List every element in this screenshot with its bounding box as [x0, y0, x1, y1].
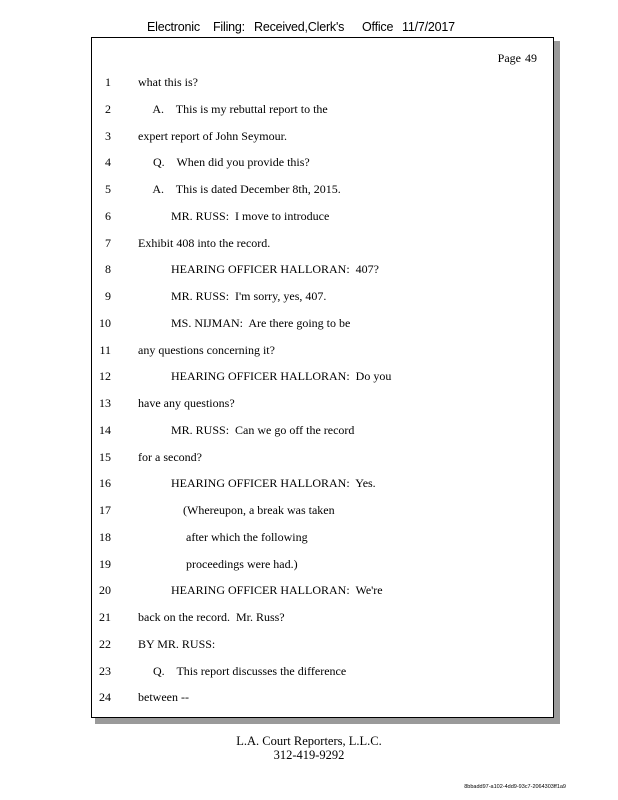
- line-text: proceedings were had.): [138, 556, 298, 571]
- line-number: 21: [99, 610, 111, 624]
- document-id: 8bbadd97-a102-4dd9-93c7-2064303ff1a9: [464, 784, 566, 790]
- line-number: 17: [99, 503, 111, 517]
- line-text: A. This is my rebuttal report to the: [138, 101, 328, 116]
- line-number: 8: [105, 262, 111, 277]
- line-number: 10: [99, 315, 111, 330]
- line-text: after which the following: [138, 529, 308, 544]
- line-number: 19: [99, 556, 111, 571]
- reporter-phone: 312-419-9292: [273, 748, 345, 762]
- line-number: 4: [105, 155, 111, 170]
- line-text: HEARING OFFICER HALLORAN: We're: [138, 583, 383, 598]
- line-text: HEARING OFFICER HALLORAN: Yes.: [138, 476, 376, 491]
- filing-word-filing: Filing:: [213, 20, 245, 34]
- line-text: MS. NIJMAN: Are there going to be: [138, 315, 351, 330]
- line-text: Exhibit 408 into the record.: [138, 235, 271, 250]
- line-text: (Whereupon, a break was taken: [138, 503, 335, 517]
- line-number: 14: [99, 422, 111, 437]
- line-number: 12: [99, 369, 111, 384]
- line-number: 11: [99, 342, 111, 357]
- line-number: 6: [105, 208, 111, 223]
- page-number: [498, 51, 537, 66]
- filing-word-electronic: Electronic: [147, 20, 200, 34]
- filing-date: 11/7/2017: [402, 20, 455, 34]
- line-text: back on the record. Mr. Russ?: [138, 610, 285, 624]
- line-text: between --: [138, 690, 189, 705]
- line-text: MR. RUSS: I'm sorry, yes, 407.: [138, 289, 327, 303]
- page-number-label: Page: [497, 51, 521, 65]
- line-number: 2: [105, 101, 111, 116]
- filing-word-office: Office: [362, 20, 394, 34]
- transcript-page: [91, 37, 554, 718]
- line-number: 18: [99, 529, 111, 544]
- line-text: HEARING OFFICER HALLORAN: Do you: [138, 369, 392, 384]
- reporter-name: L.A. Court Reporters, L.L.C.: [236, 734, 382, 748]
- line-text: what this is?: [138, 75, 198, 89]
- line-number: 16: [99, 476, 111, 491]
- line-number: 13: [99, 396, 111, 410]
- line-number: 23: [99, 663, 111, 678]
- line-number: 24: [99, 690, 111, 705]
- line-text: for a second?: [138, 449, 202, 464]
- line-number: 15: [99, 449, 111, 464]
- line-text: HEARING OFFICER HALLORAN: 407?: [138, 262, 379, 277]
- line-text: any questions concerning it?: [138, 342, 275, 357]
- line-text: expert report of John Seymour.: [138, 128, 287, 143]
- line-number: 5: [105, 182, 111, 196]
- line-text: A. This is dated December 8th, 2015.: [138, 182, 341, 196]
- line-text: have any questions?: [138, 396, 235, 410]
- line-number: 20: [99, 583, 111, 598]
- line-number: 22: [99, 636, 111, 651]
- line-number: 3: [105, 128, 111, 143]
- line-text: Q. This report discusses the difference: [138, 663, 347, 678]
- line-text: MR. RUSS: Can we go off the record: [138, 422, 355, 437]
- line-number: 9: [105, 289, 111, 303]
- filing-word-received: Received,Clerk's: [254, 20, 345, 34]
- line-number: 1: [105, 75, 111, 89]
- line-text: BY MR. RUSS:: [138, 636, 216, 651]
- line-text: Q. When did you provide this?: [138, 155, 310, 170]
- page-number-value: 49: [525, 51, 537, 65]
- line-number: 7: [105, 235, 111, 250]
- line-text: MR. RUSS: I move to introduce: [138, 208, 330, 223]
